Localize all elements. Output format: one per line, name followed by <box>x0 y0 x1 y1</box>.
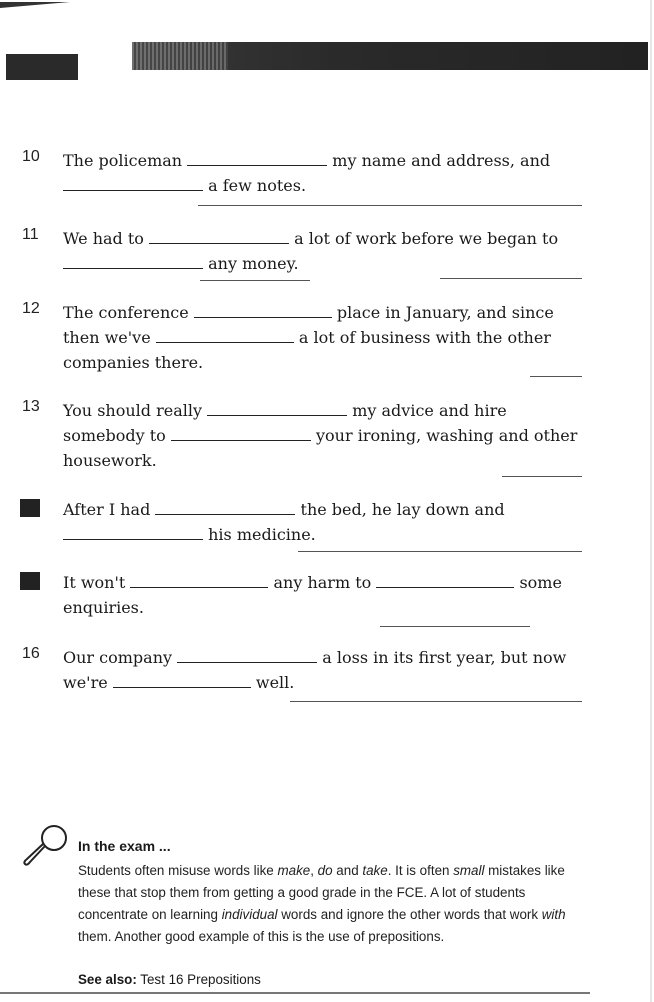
exam-tip-heading: In the exam ... <box>78 838 171 854</box>
corner-mark <box>0 2 70 8</box>
item-text: your ironing, washing and other <box>315 426 578 445</box>
header-bar <box>6 42 648 80</box>
item-text: any harm to <box>273 573 372 592</box>
divider <box>198 205 582 206</box>
item-number: 15 <box>20 572 40 590</box>
item-number: 10 <box>22 148 40 165</box>
item-text: a lot of business with the other <box>298 328 551 347</box>
item-number: 12 <box>22 300 40 317</box>
item-number: 16 <box>22 645 40 662</box>
item-text: the bed, he lay down and <box>300 500 505 519</box>
header-bar-right <box>132 42 648 70</box>
answer-blank[interactable] <box>376 571 514 588</box>
answer-blank[interactable] <box>177 646 317 663</box>
answer-blank[interactable] <box>63 252 203 269</box>
answer-blank[interactable] <box>194 301 332 318</box>
item-text: The conference <box>63 303 189 322</box>
item-text: well. <box>255 673 295 692</box>
item-number: 14 <box>20 499 40 517</box>
divider <box>502 476 582 477</box>
answer-blank[interactable] <box>113 671 251 688</box>
divider <box>440 278 582 279</box>
item-text: We had to <box>63 229 144 248</box>
page-edge <box>650 0 652 1002</box>
exam-tip-box <box>14 818 634 998</box>
divider <box>290 701 582 702</box>
item-text: some <box>519 573 562 592</box>
exam-tip-text: Students often misuse words like make, do and take. It is often small mistakes like these that stop them from getting a good grade in the FCE. A lot of students concentrate on learning individual words and ignore the other words that work with them. Another good example of this is the use of prepositions. <box>78 863 566 944</box>
item-text: a loss in its first year, but now <box>322 648 567 667</box>
item-text: a lot of work before we began to <box>294 229 559 248</box>
answer-blank[interactable] <box>63 174 203 191</box>
item-text: my name and address, and <box>332 151 551 170</box>
answer-blank[interactable] <box>187 149 327 166</box>
bottom-rule <box>0 992 590 994</box>
item-text: The policeman <box>63 151 183 170</box>
answer-blank[interactable] <box>63 523 203 540</box>
answer-blank[interactable] <box>155 498 295 515</box>
item-text: housework. <box>63 451 157 470</box>
answer-blank[interactable] <box>156 326 294 343</box>
item-text: place in January, and since <box>336 303 554 322</box>
divider <box>200 280 310 281</box>
item-text: It won't <box>63 573 126 592</box>
item-text: then we've <box>63 328 151 347</box>
header-bar-left <box>6 54 78 80</box>
divider <box>530 376 582 377</box>
see-also: See also: Test 16 Prepositions <box>78 972 261 987</box>
item-text: my advice and hire <box>352 401 507 420</box>
answer-blank[interactable] <box>130 571 268 588</box>
divider <box>298 551 582 552</box>
item-text: any money. <box>208 254 299 273</box>
item-text: enquiries. <box>63 598 144 617</box>
item-number: 11 <box>22 226 39 243</box>
item-number: 13 <box>22 398 40 415</box>
magnifying-glass-icon <box>18 822 74 878</box>
answer-blank[interactable] <box>149 227 289 244</box>
item-text: a few notes. <box>208 176 307 195</box>
item-text: Our company <box>63 648 173 667</box>
item-text: After I had <box>63 500 151 519</box>
item-text: his medicine. <box>208 525 316 544</box>
answer-blank[interactable] <box>207 399 347 416</box>
divider <box>380 626 530 627</box>
item-text: somebody to <box>63 426 166 445</box>
answer-blank[interactable] <box>171 424 311 441</box>
item-text: companies there. <box>63 353 204 372</box>
item-text: we're <box>63 673 108 692</box>
item-text: You should really <box>63 401 203 420</box>
